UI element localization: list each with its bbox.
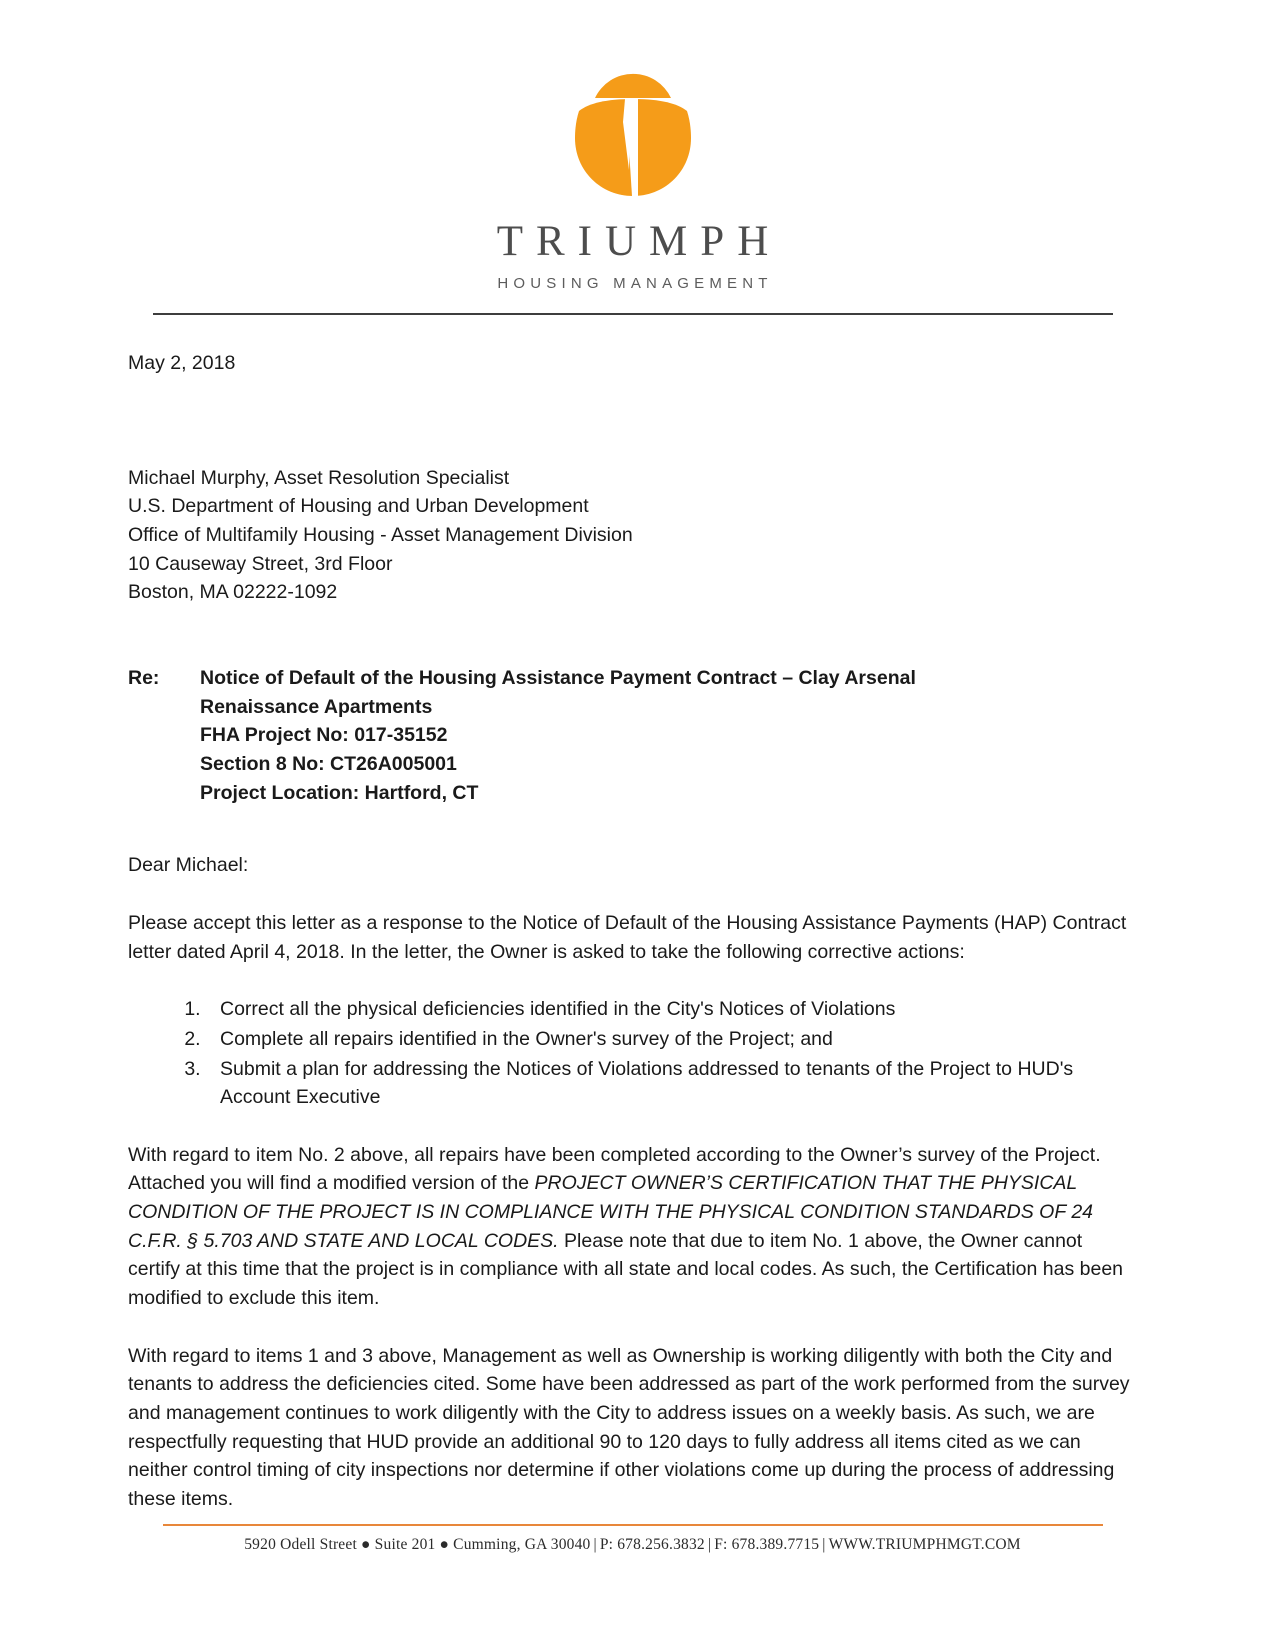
letter-body xyxy=(0,349,1265,1514)
footer-contact-line xyxy=(0,1536,1265,1554)
subject-line-4: Project Location: Hartford, CT xyxy=(200,781,479,804)
intro-paragraph: Please accept this letter as a response to the Notice of Default of the Housing Assistance Payments (HAP) Contract letter dated April 4, 2018. In the letter, the Owner is asked to take the following corrective actions: xyxy=(128,911,1127,963)
paragraph-item-2-part1: With regard to item No. 2 above, all repairs have been completed according to the Owner’s survey of the Project. Attached you will find a modified version of the xyxy=(128,1143,1101,1195)
certification-title-italic: PROJECT OWNER’S CERTIFICATION THAT THE PHYSICAL CONDITION OF THE PROJECT IS IN COMPLIANCE WITH THE PHYSICAL CONDITION STANDARDS OF 24 C.F.R. § 5.703 AND STATE AND LOCAL CODES. xyxy=(128,1172,1094,1252)
salutation: Dear Michael: xyxy=(128,854,249,877)
subject-line-2: FHA Project No: 017-35152 xyxy=(200,724,448,747)
paragraph-item-2 xyxy=(128,1141,1137,1313)
footer-separator-3: | xyxy=(822,1536,826,1553)
footer-divider xyxy=(163,1524,1103,1526)
brand-subwordmark: HOUSING MANAGEMENT xyxy=(497,275,773,292)
header-divider xyxy=(153,313,1113,315)
footer-separator-1: | xyxy=(593,1536,597,1553)
list-item: 3. Submit a plan for addressing the Notices of Violations addressed to tenants of the Project to HUD's Account Executive xyxy=(206,1055,1137,1112)
brand-wordmark: TRIUMPH xyxy=(496,218,782,265)
footer-phone: P: 678.256.3832 xyxy=(599,1536,705,1553)
recipient-line-1: Michael Murphy, Asset Resolution Specialist xyxy=(128,466,510,489)
footer-fax: F: 678.389.7715 xyxy=(714,1536,820,1553)
recipient-line-3: Office of Multifamily Housing - Asset Management Division xyxy=(128,523,633,546)
paragraph-item-2-part2: Please note that due to item No. 1 above, the Owner cannot certify at this time that the project is in compliance with all state and local codes. As such, the Certification has been modified to exclude this item. xyxy=(128,1229,1124,1310)
corrective-actions-list xyxy=(128,995,1137,1112)
triumph-logo-icon xyxy=(559,58,707,206)
footer-separator-2: | xyxy=(707,1536,712,1553)
recipient-line-5: Boston, MA 02222-1092 xyxy=(128,581,338,604)
recipient-address-block xyxy=(128,464,1137,607)
letterhead xyxy=(0,0,1265,315)
page-footer xyxy=(0,1524,1265,1554)
recipient-line-2: U.S. Department of Housing and Urban Development xyxy=(128,495,589,518)
letter-date: May 2, 2018 xyxy=(128,352,236,374)
subject-line-3: Section 8 No: CT26A005001 xyxy=(200,752,457,775)
subject-line-1: Notice of Default of the Housing Assistance Payment Contract – Clay Arsenal Renaissance Apartments xyxy=(200,666,916,718)
paragraph-items-1-and-3: With regard to items 1 and 3 above, Management as well as Ownership is working diligently with both the City and tenants to address the deficiencies cited. Some have been addressed as part of the work performed from the survey and management continues to work diligently with the City to address issues on a weekly basis. As such, we are respectfully requesting that HUD provide an additional 90 to 120 days to fully address all items cited as we can neither control timing of city inspections nor determine if other violations come up during the process of addressing these items. xyxy=(128,1344,1130,1511)
footer-website: WWW.TRIUMPHMGT.COM xyxy=(828,1536,1021,1553)
list-item: 2. Complete all repairs identified in the Owner's survey of the Project; and xyxy=(206,1025,1137,1054)
subject-block xyxy=(128,664,1137,807)
list-item: 1. Correct all the physical deficiencies identified in the City's Notices of Violations xyxy=(206,995,1137,1024)
footer-address: 5920 Odell Street ● Suite 201 ● Cumming, GA 30040 xyxy=(244,1536,591,1553)
recipient-line-4: 10 Causeway Street, 3rd Floor xyxy=(128,552,393,575)
subject-lines xyxy=(200,664,1012,807)
subject-label: Re: xyxy=(128,666,160,689)
